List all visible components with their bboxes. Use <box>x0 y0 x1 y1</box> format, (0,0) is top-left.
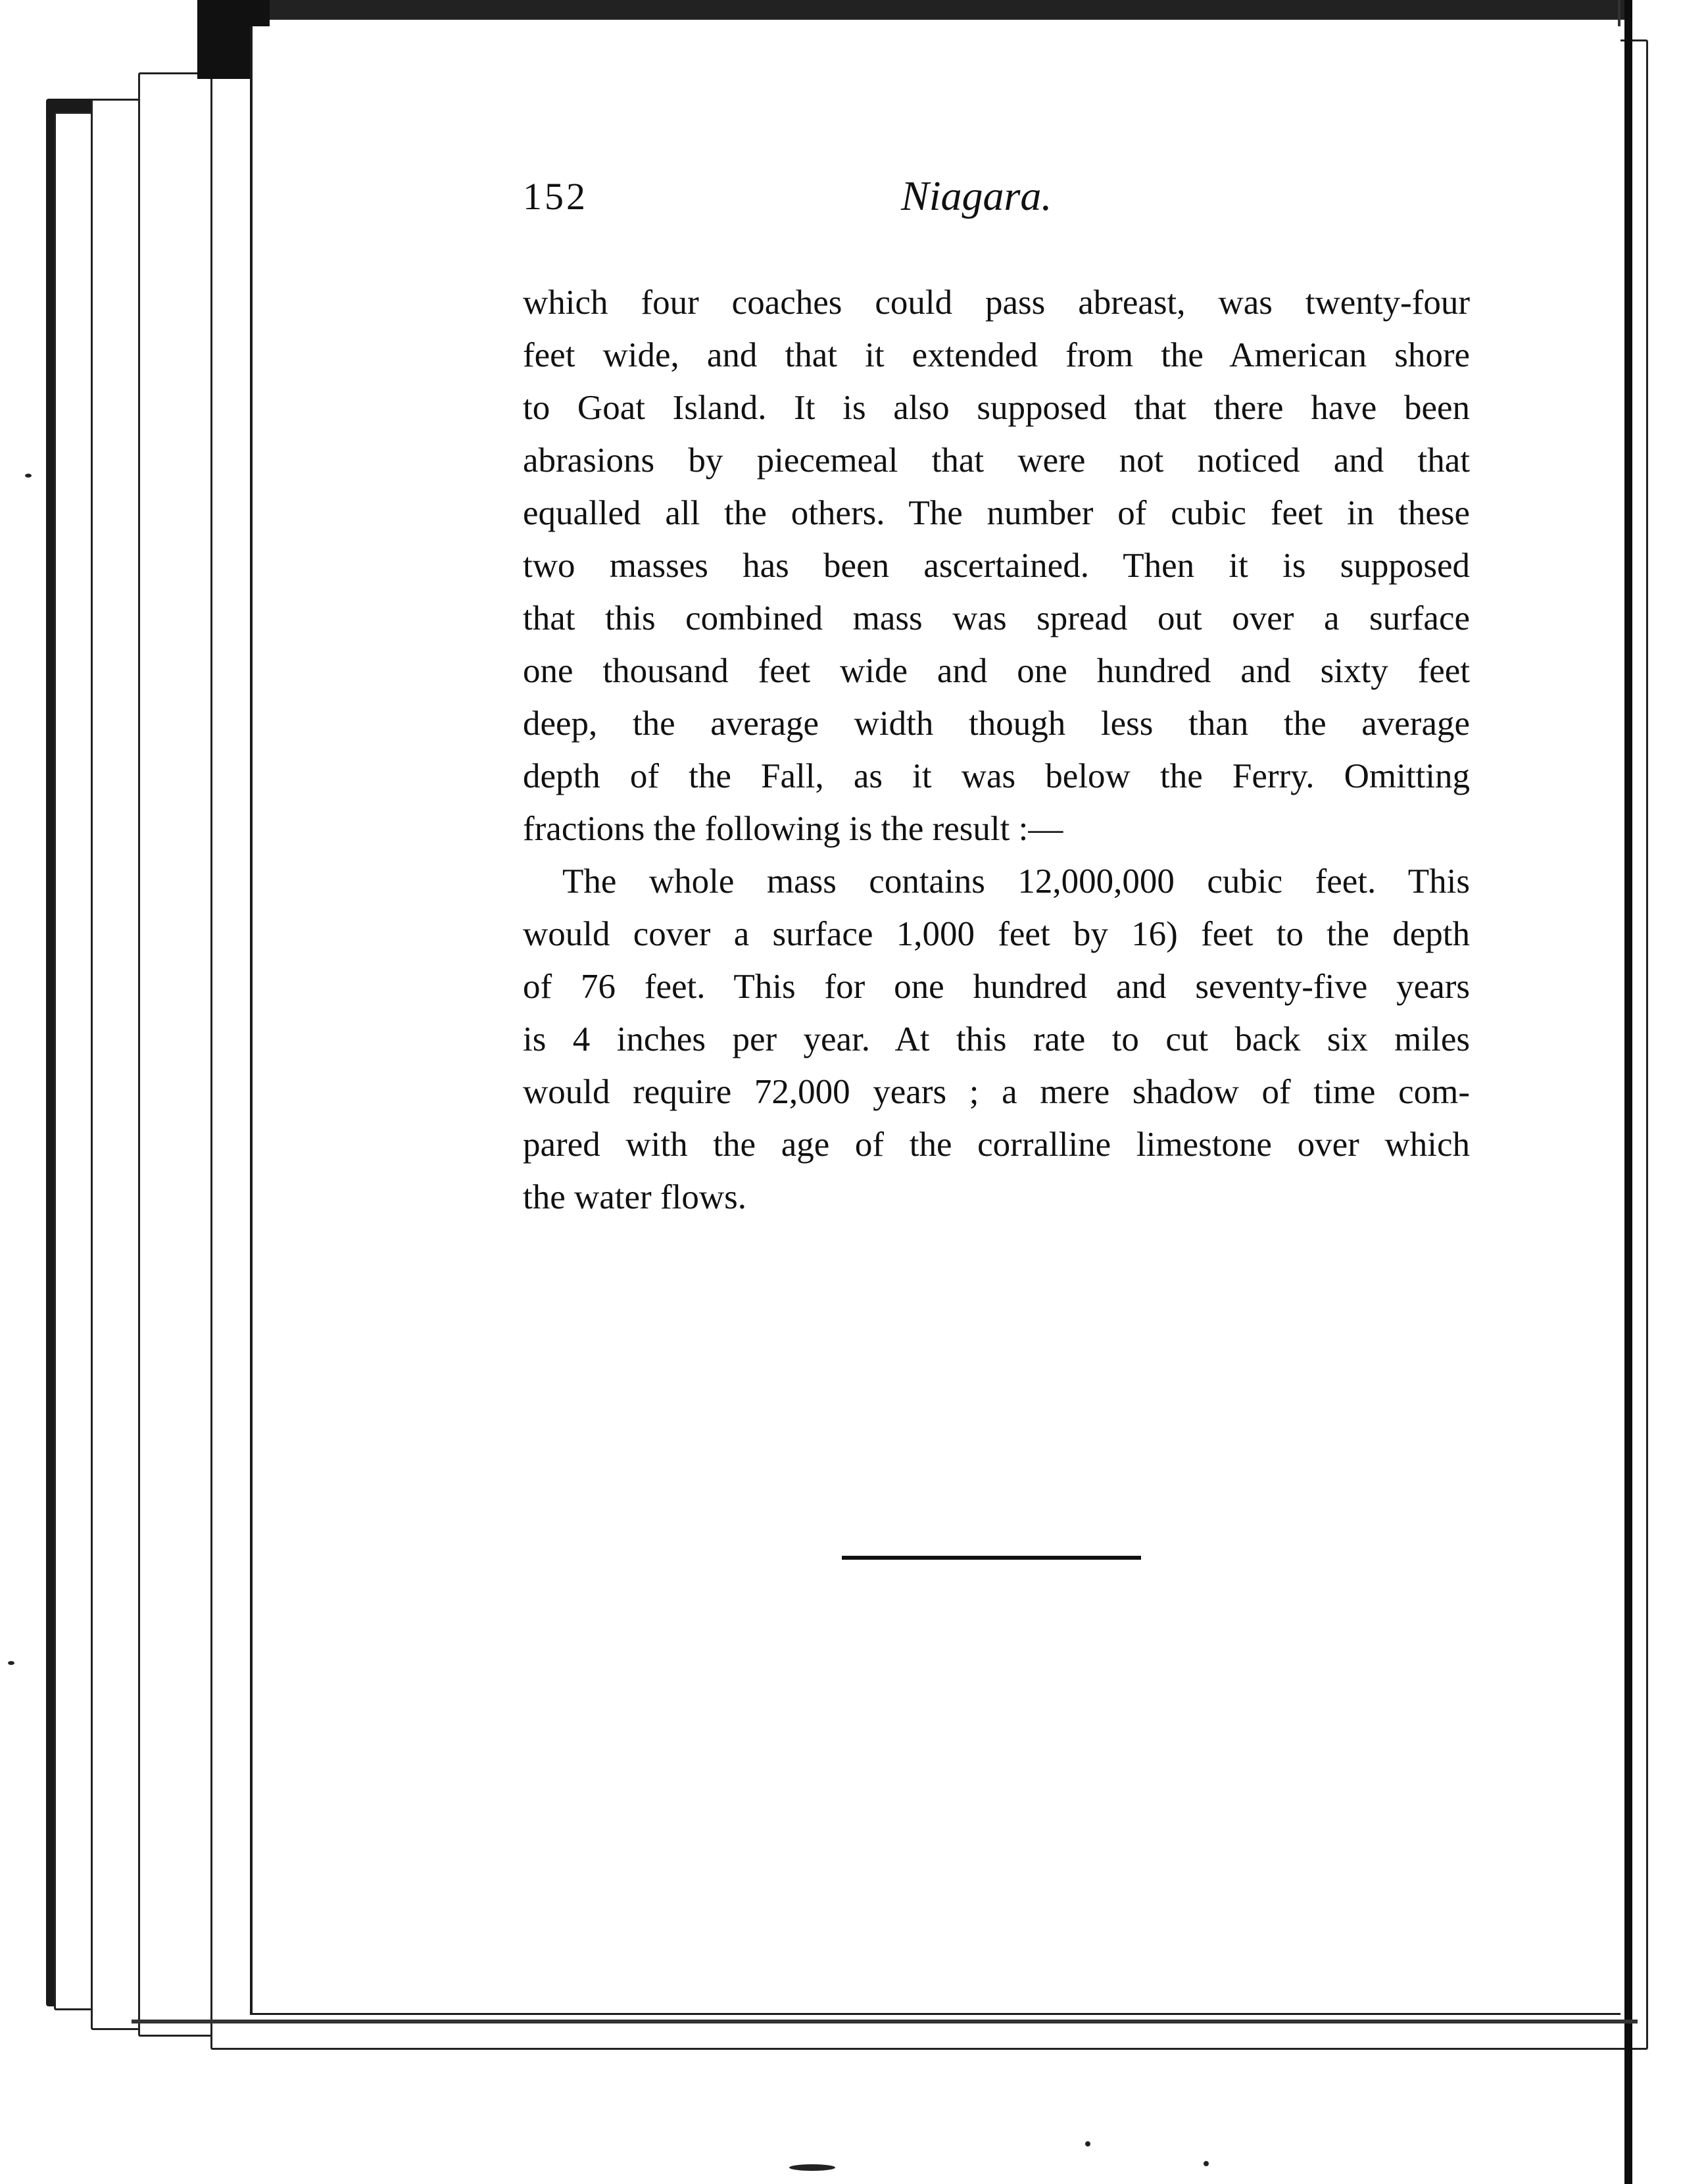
text-line: pared with the age of the corralline limestone over which <box>523 1126 1470 1164</box>
text-line: which four coaches could pass abreast, was twenty-four <box>523 284 1470 322</box>
text-line: that this combined mass was spread out over a surface <box>523 599 1470 637</box>
scan-speck <box>8 1661 14 1665</box>
text-line: one thousand feet wide and one hundred and sixty feet <box>523 652 1470 690</box>
text-line: equalled all the others. The number of cubic feet in these <box>523 494 1470 532</box>
gutter-shadow <box>1624 0 1632 2184</box>
paragraph-start-line: The whole mass contains 12,000,000 cubic feet. This <box>562 862 1470 901</box>
text-line: fractions the following is the result :— <box>523 810 1063 848</box>
text-line: depth of the Fall, as it was below the Ferry. Omitting <box>523 757 1470 795</box>
text-line: deep, the average width though less than the average <box>523 705 1470 743</box>
bottom-edge-shadow <box>132 2020 1638 2023</box>
text-line: to Goat Island. It is also supposed that there have been <box>523 389 1470 427</box>
running-title: Niagara. <box>901 172 1052 219</box>
text-line: two masses has been ascertained. Then it is supposed <box>523 547 1470 585</box>
text-line: feet wide, and that it extended from the American shore <box>523 336 1470 374</box>
scan-speck <box>1204 2161 1209 2166</box>
scan-speck <box>789 2164 835 2171</box>
top-edge-shadow <box>197 0 1631 20</box>
text-line: the water flows. <box>523 1178 746 1216</box>
scan-speck <box>25 474 32 478</box>
end-rule <box>842 1556 1141 1560</box>
text-line: abrasions by piecemeal that were not noticed and that <box>523 441 1470 480</box>
text-line: would cover a surface 1,000 feet by 16) feet to the depth <box>523 915 1470 953</box>
text-line: of 76 feet. This for one hundred and seventy-five years <box>523 968 1470 1006</box>
scan-speck <box>1085 2141 1090 2147</box>
running-head <box>523 174 1509 234</box>
text-line: would require 72,000 years ; a mere shadow of time com- <box>523 1073 1470 1111</box>
text-line: is 4 inches per year. At this rate to cut back six miles <box>523 1020 1470 1058</box>
body-text <box>523 276 1470 1224</box>
page-number: 152 <box>523 175 588 218</box>
